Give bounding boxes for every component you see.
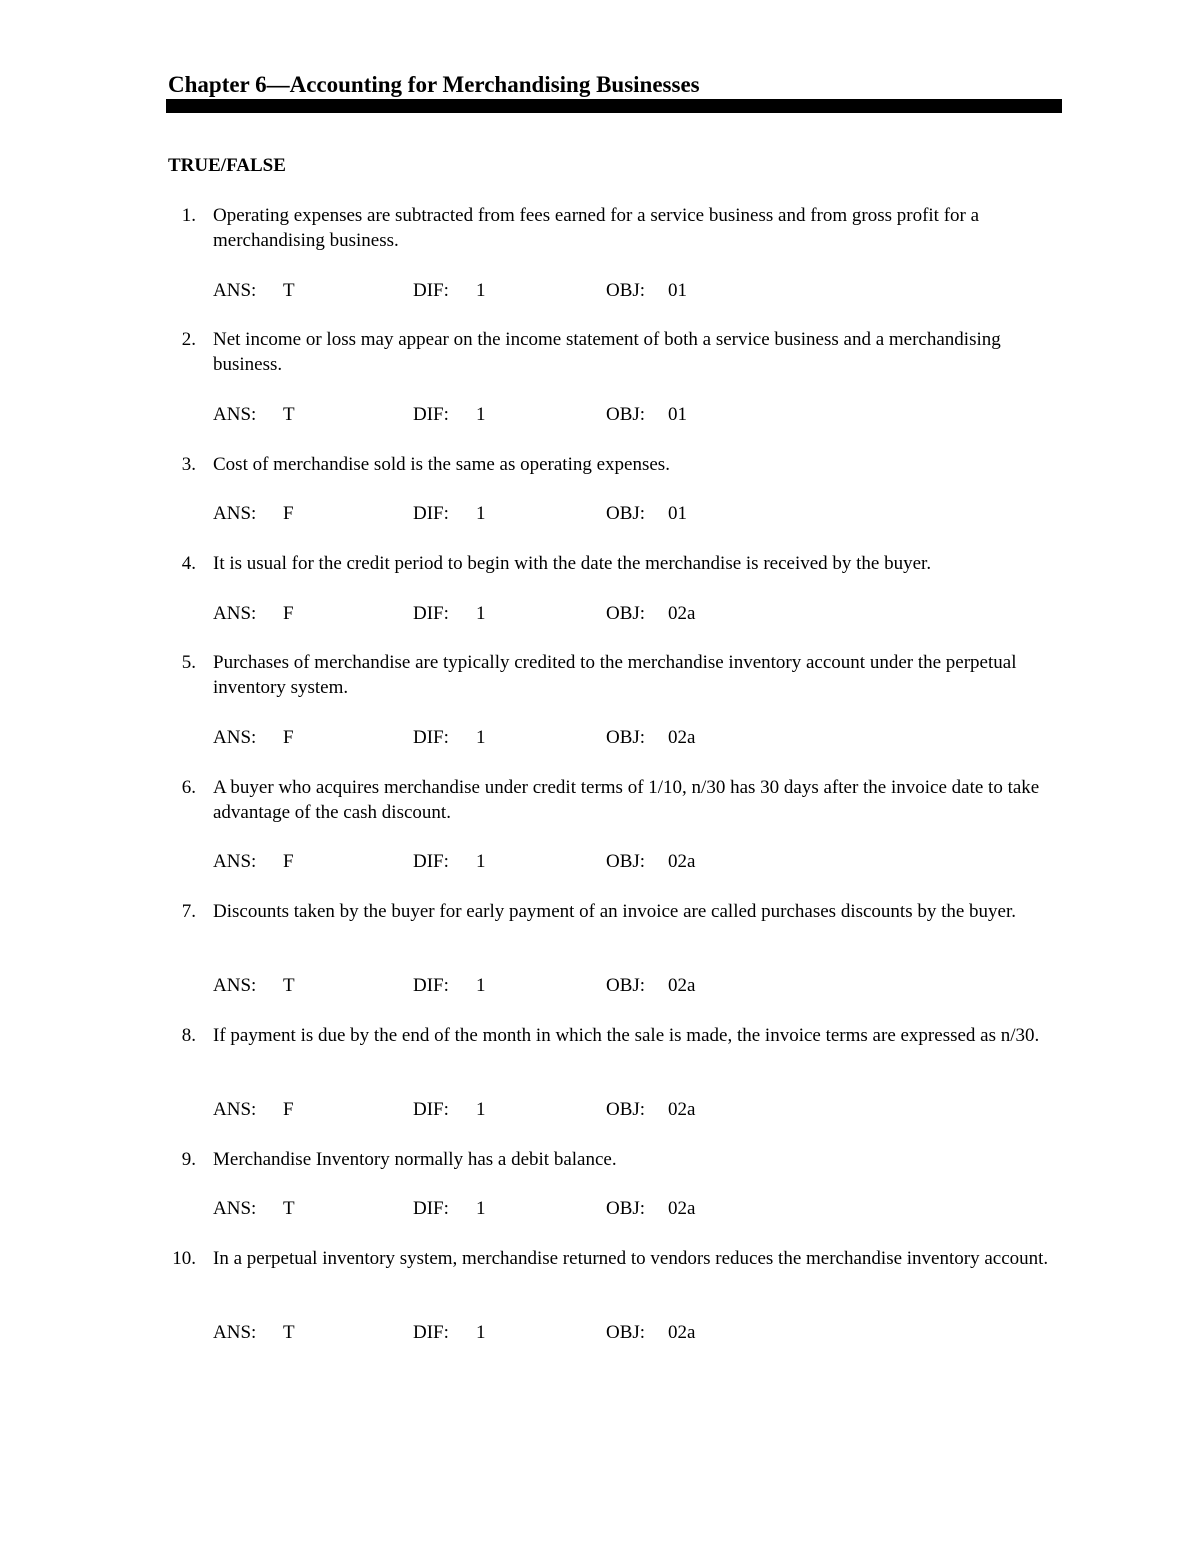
dif-value: 1	[476, 503, 486, 524]
obj-label: OBJ:	[606, 1198, 646, 1219]
obj-label: OBJ:	[606, 603, 646, 624]
dif-label: DIF:	[413, 280, 449, 301]
question-number: 7.	[181, 901, 196, 922]
question-number: 1.	[181, 205, 196, 226]
ans-value: F	[283, 1099, 294, 1120]
ans-value: F	[283, 603, 294, 624]
ans-label: ANS:	[213, 1322, 257, 1343]
question-text: If payment is due by the end of the month in which the sale is made, the invoice terms are expressed as n/30.	[213, 1025, 1040, 1046]
ans-label: ANS:	[213, 1198, 257, 1219]
dif-label: DIF:	[413, 404, 449, 425]
obj-label: OBJ:	[606, 975, 646, 996]
question-number: 9.	[181, 1149, 196, 1170]
ans-label: ANS:	[213, 603, 257, 624]
dif-label: DIF:	[413, 603, 449, 624]
obj-label: OBJ:	[606, 1322, 646, 1343]
dif-label: DIF:	[413, 727, 449, 748]
obj-value: 02a	[668, 975, 696, 996]
dif-value: 1	[476, 1322, 486, 1343]
question-text: Cost of merchandise sold is the same as operating expenses.	[213, 454, 670, 475]
ans-label: ANS:	[213, 975, 257, 996]
ans-label: ANS:	[213, 851, 257, 872]
ans-value: T	[283, 1322, 295, 1343]
dif-value: 1	[476, 851, 486, 872]
ans-value: F	[283, 727, 294, 748]
question-text: Purchases of merchandise are typically credited to the merchandise inventory account under the perpetual inventory system.	[213, 652, 1017, 698]
question-text: Net income or loss may appear on the income statement of both a service business and a merchandising business.	[213, 329, 1001, 375]
obj-value: 02a	[668, 1099, 696, 1120]
obj-value: 02a	[668, 1322, 696, 1343]
ans-value: T	[283, 975, 295, 996]
obj-value: 02a	[668, 1198, 696, 1219]
obj-value: 01	[668, 404, 687, 425]
dif-value: 1	[476, 1099, 486, 1120]
obj-value: 01	[668, 280, 687, 301]
chapter-title: Chapter 6—Accounting for Merchandising Businesses	[168, 72, 700, 97]
obj-value: 02a	[668, 851, 696, 872]
obj-value: 02a	[668, 603, 696, 624]
dif-value: 1	[476, 975, 486, 996]
title-rule	[166, 99, 1062, 113]
question-number: 2.	[181, 329, 196, 350]
ans-value: T	[283, 280, 295, 301]
dif-label: DIF:	[413, 503, 449, 524]
dif-value: 1	[476, 727, 486, 748]
obj-label: OBJ:	[606, 851, 646, 872]
question-text: It is usual for the credit period to begin with the date the merchandise is received by the buyer.	[213, 553, 932, 574]
ans-value: T	[283, 1198, 295, 1219]
question-number: 6.	[181, 777, 196, 798]
dif-label: DIF:	[413, 1322, 449, 1343]
obj-label: OBJ:	[606, 1099, 646, 1120]
question-text: Discounts taken by the buyer for early payment of an invoice are called purchases discounts by the buyer.	[213, 901, 1017, 922]
dif-label: DIF:	[413, 1099, 449, 1120]
dif-value: 1	[476, 1198, 486, 1219]
question-number: 8.	[181, 1025, 196, 1046]
obj-label: OBJ:	[606, 727, 646, 748]
dif-label: DIF:	[413, 1198, 449, 1219]
question-text: In a perpetual inventory system, merchandise returned to vendors reduces the merchandise inventory account.	[213, 1248, 1049, 1269]
ans-label: ANS:	[213, 727, 257, 748]
ans-value: F	[283, 503, 294, 524]
question-number: 4.	[181, 553, 196, 574]
ans-value: F	[283, 851, 294, 872]
obj-value: 02a	[668, 727, 696, 748]
obj-label: OBJ:	[606, 503, 646, 524]
question-number: 5.	[181, 652, 196, 673]
ans-value: T	[283, 404, 295, 425]
question-number: 3.	[181, 454, 196, 475]
question-text: A buyer who acquires merchandise under credit terms of 1/10, n/30 has 30 days after the invoice date to take advantage of the cash discount.	[213, 777, 1040, 823]
dif-value: 1	[476, 603, 486, 624]
question-text: Merchandise Inventory normally has a debit balance.	[213, 1149, 617, 1170]
ans-label: ANS:	[213, 503, 257, 524]
dif-value: 1	[476, 280, 486, 301]
dif-value: 1	[476, 404, 486, 425]
obj-label: OBJ:	[606, 404, 646, 425]
ans-label: ANS:	[213, 280, 257, 301]
ans-label: ANS:	[213, 404, 257, 425]
question-number: 10.	[172, 1248, 196, 1269]
section-heading: TRUE/FALSE	[168, 155, 286, 176]
dif-label: DIF:	[413, 975, 449, 996]
question-text: Operating expenses are subtracted from fees earned for a service business and from gross profit for a merchandising business.	[213, 205, 980, 251]
obj-value: 01	[668, 503, 687, 524]
obj-label: OBJ:	[606, 280, 646, 301]
ans-label: ANS:	[213, 1099, 257, 1120]
dif-label: DIF:	[413, 851, 449, 872]
